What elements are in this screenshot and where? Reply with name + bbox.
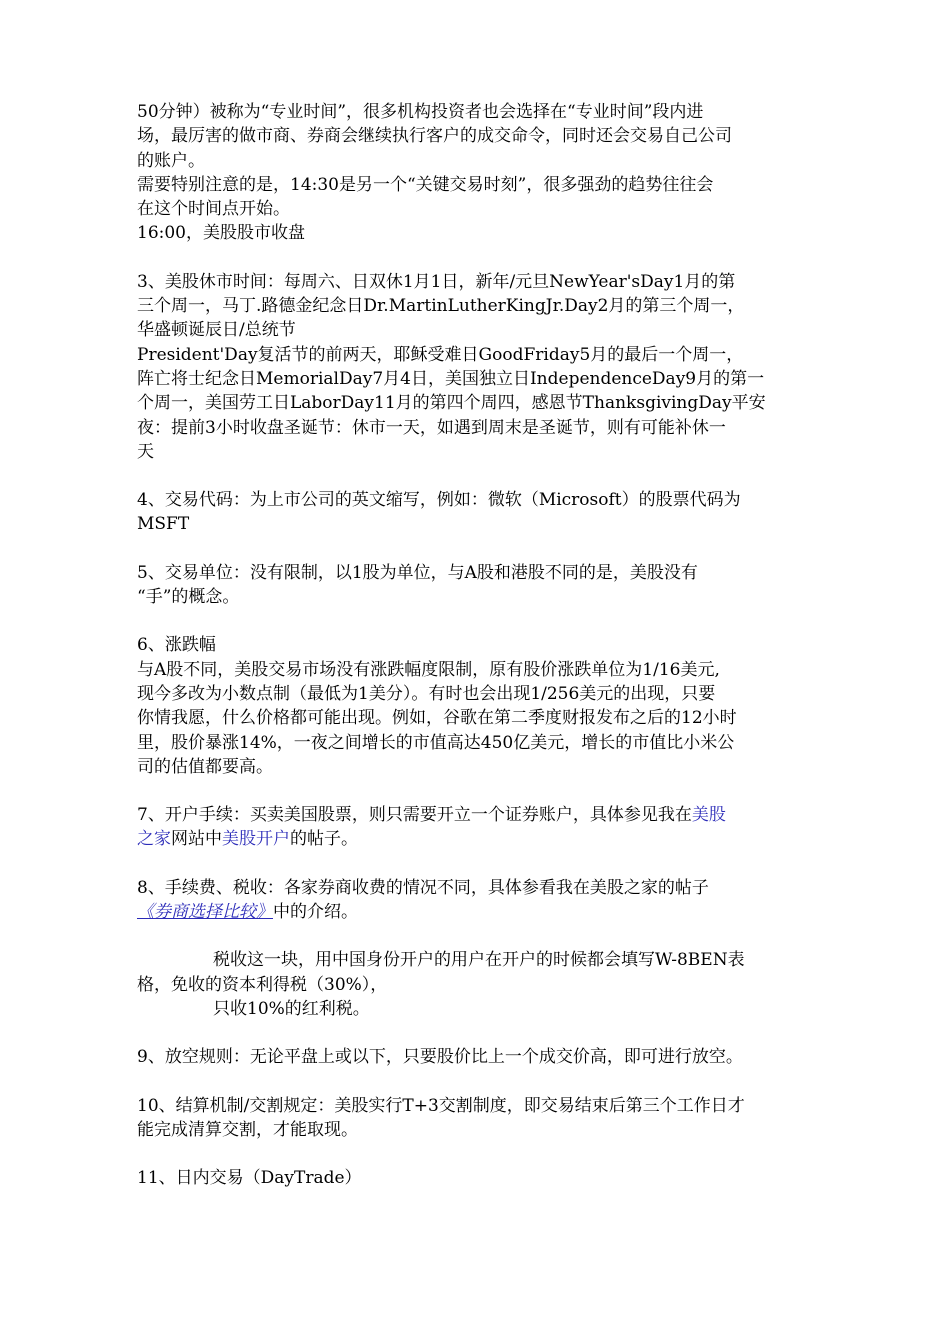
text-span: 的帖子。: [290, 829, 358, 850]
paragraph-day-trade: [137, 1166, 817, 1190]
paragraph-trading-unit: [137, 561, 817, 610]
document-page: [137, 100, 817, 1190]
paragraph-tax-detail: [137, 948, 817, 1021]
broker-comparison-link[interactable]: 《券商选择比较》: [137, 902, 273, 923]
text-line: 只收10%的红利税。: [213, 998, 370, 1019]
meigu-home-link-cont[interactable]: 之家: [137, 829, 171, 850]
text-line: 格，免收的资本利得税（30%），: [137, 974, 388, 995]
text-line: 10、结算机制/交割规定：美股实行T+3交割制度，即交易结束后第三个工作日才: [137, 1095, 745, 1116]
text-line: 50分钟）被称为“专业时间”，很多机构投资者也会选择在“专业时间”段内进: [137, 102, 704, 122]
text-line: MSFT: [137, 514, 190, 535]
text-line: 司的估值都要高。: [137, 756, 273, 777]
text-line: [137, 803, 817, 827]
text-line: 9、放空规则：无论平盘上或以下，只要股价比上一个成交价高，即可进行放空。: [137, 1047, 743, 1068]
text-line: 天: [137, 441, 154, 462]
text-line: 税收这一块，用中国身份开户的用户在开户的时候都会填写W-8BEN表: [213, 950, 745, 971]
text-line: President'Day复活节的前两天，耶稣受难日GoodFriday5月的最后一个周一，: [137, 344, 744, 365]
paragraph-settlement: [137, 1094, 817, 1143]
text-line: 个周一，美国劳工日LaborDay11月的第四个周四，感恩节ThanksgivingDay平安: [137, 393, 766, 414]
text-span: 中的介绍。: [273, 902, 358, 923]
text-line: 现今多改为小数点制（最低为1美分）。有时也会出现1/256美元的出现，只要: [137, 683, 716, 704]
paragraph-price-limit: [137, 633, 817, 779]
text-line: [137, 900, 817, 924]
section-heading: 11、日内交易（DayTrade）: [137, 1168, 362, 1189]
paragraph-short-selling: [137, 1045, 817, 1069]
text-line: 5、交易单位：没有限制，以1股为单位，与A股和港股不同的是，美股没有: [137, 562, 698, 583]
text-line: 的账户。: [137, 150, 205, 171]
paragraph-holidays: [137, 270, 817, 464]
text-line: 华盛顿诞辰日/总统节: [137, 320, 296, 341]
text-line: 3、美股休市时间：每周六、日双休1月1日，新年/元旦NewYear'sDay1月的第: [137, 271, 736, 292]
open-account-link[interactable]: 美股开户: [222, 829, 290, 850]
text-line: 能完成清算交割，才能取现。: [137, 1119, 358, 1140]
text-line: 三个周一，马丁.路德金纪念日Dr.MartinLutherKingJr.Day2月的第三个周一，: [137, 296, 745, 317]
text-span: 网站中: [171, 829, 222, 850]
paragraph-account-opening: [137, 803, 817, 852]
text-line: 与A股不同，美股交易市场没有涨跌幅度限制，原有股价涨跌单位为1/16美元,: [137, 659, 720, 680]
text-line: 需要特别注意的是，14:30是另一个“关键交易时刻”，很多强劲的趋势往往会: [137, 174, 714, 195]
text-line: 夜：提前3小时收盘圣诞节：休市一天，如遇到周末是圣诞节，则有可能补休一: [137, 417, 726, 438]
text-line: 里，股价暴涨14%，一夜之间增长的市值高达450亿美元，增长的市值比小米公: [137, 732, 735, 753]
text-line: [137, 827, 817, 851]
section-heading: 6、涨跌幅: [137, 635, 216, 656]
text-line: 场，最厉害的做市商、券商会继续执行客户的成交命令，同时还会交易自己公司: [137, 126, 732, 147]
text-line: 在这个时间点开始。: [137, 199, 290, 220]
paragraph-ticker-code: [137, 488, 817, 537]
text-line: 16:00，美股股市收盘: [137, 223, 305, 244]
meigu-home-link[interactable]: 美股: [691, 805, 726, 826]
text-line: 你情我愿，什么价格都可能出现。例如，谷歌在第二季度财报发布之后的12小时: [137, 708, 737, 729]
paragraph-fees-tax: [137, 876, 817, 925]
text-span: 7、开户手续：买卖美国股票，则只需要开立一个证券账户，具体参见我在: [137, 805, 692, 826]
text-line: “手”的概念。: [137, 587, 240, 608]
text-line: 8、手续费、税收：各家券商收费的情况不同，具体参看我在美股之家的帖子: [137, 877, 709, 898]
text-line: 4、交易代码：为上市公司的英文缩写，例如：微软（Microsoft）的股票代码为: [137, 490, 741, 511]
text-line: 阵亡将士纪念日MemorialDay7月4日，美国独立日IndependenceDay9月的第一: [137, 368, 765, 389]
paragraph-trading-hours: [137, 100, 817, 246]
